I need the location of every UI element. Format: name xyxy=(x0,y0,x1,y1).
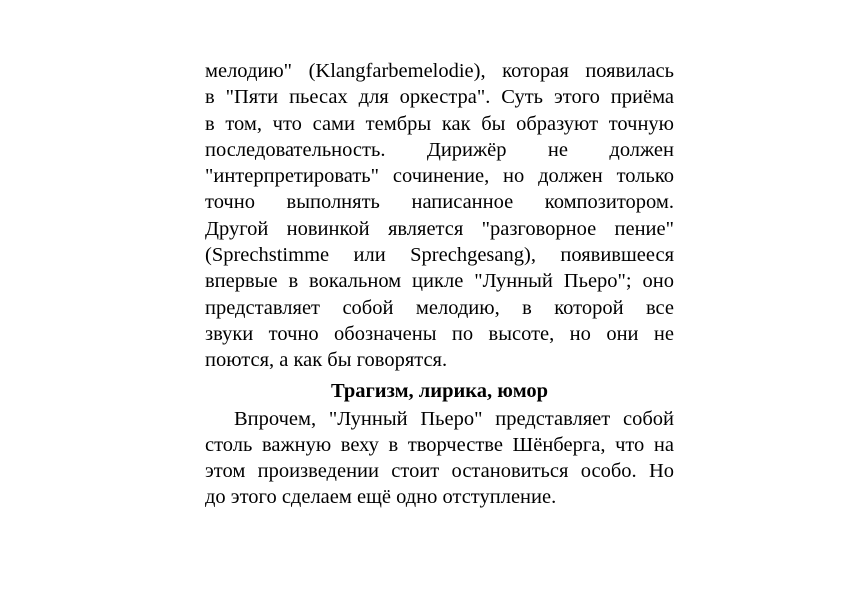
section-heading: Трагизм, лирика, юмор xyxy=(330,379,549,402)
text-line: до этого сделаем ещё одно отступление. xyxy=(205,486,557,509)
text-line: столь важную веху в творчестве Шёнберга, что на xyxy=(205,433,674,456)
text-line: поются, а как бы говорятся. xyxy=(205,349,448,372)
text-line: представляет собой мелодию, в которой все xyxy=(205,296,674,319)
text-line: Впрочем, "Лунный Пьеро" представляет собой xyxy=(234,407,674,430)
text-line: в "Пяти пьесах для оркестра". Суть этого приёма xyxy=(205,86,674,109)
text-line: впервые в вокальном цикле "Лунный Пьеро"; оно xyxy=(205,270,674,293)
text-line: "интерпретировать" сочинение, но должен только xyxy=(205,165,674,188)
paragraph-2 xyxy=(205,406,674,511)
text-line: точно выполнять написанное композитором. xyxy=(205,191,674,214)
text-line: (Sprechstimme или Sprechgesang), появившееся xyxy=(205,244,674,267)
document-page xyxy=(205,58,674,511)
text-line: Другой новинкой является "разговорное пение" xyxy=(205,217,674,240)
text-line: последовательность. Дирижёр не должен xyxy=(205,138,674,161)
text-line: в том, что сами тембры как бы образуют точную xyxy=(205,112,674,135)
text-line: звуки точно обозначены по высоте, но они не xyxy=(205,322,674,345)
text-line: мелодию" (Klangfarbemelodie), которая появилась xyxy=(205,60,674,82)
text-line: этом произведении стоит остановиться особо. Но xyxy=(205,460,674,483)
paragraph-1 xyxy=(205,58,674,374)
